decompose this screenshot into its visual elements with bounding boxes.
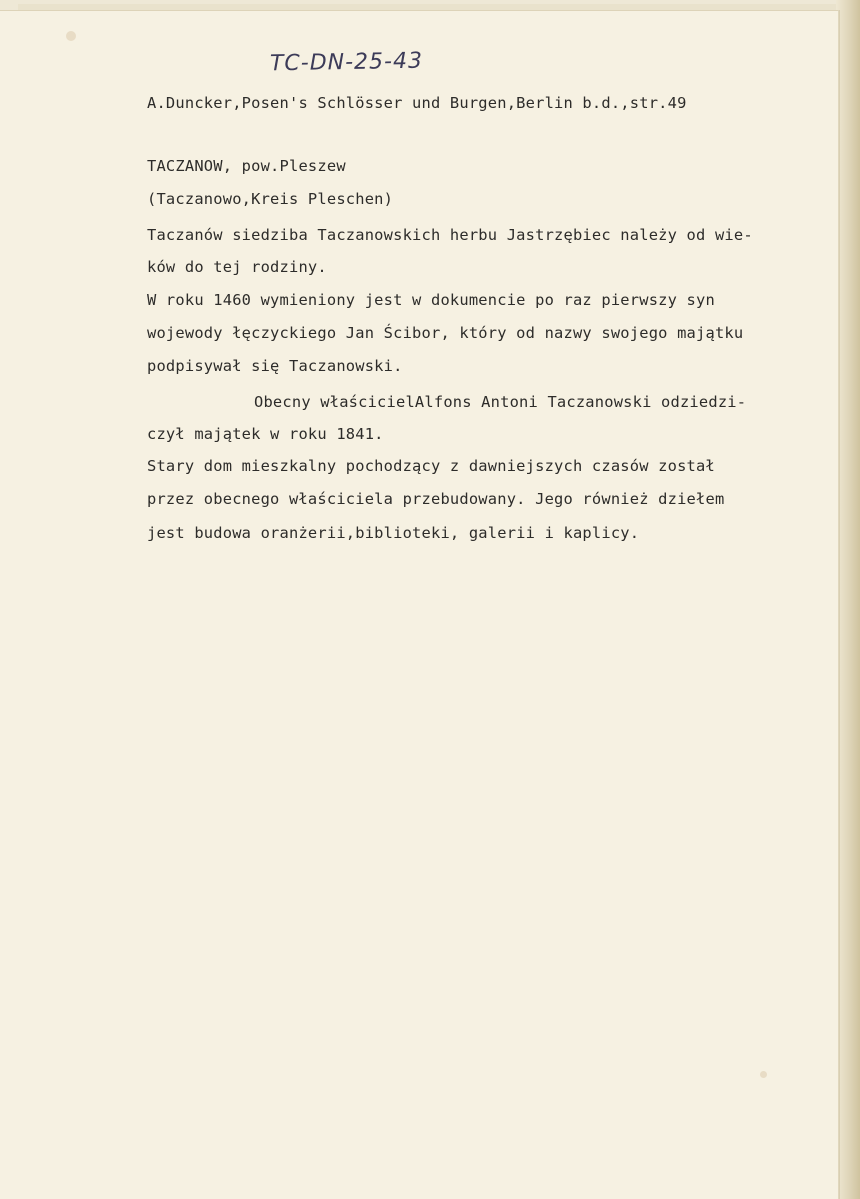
document-page (0, 10, 839, 1199)
text-line: wojewody łęczyckiego Jan Ścibor, który od nazwy swojego majątku (147, 324, 744, 342)
text-line: Stary dom mieszkalny pochodzący z dawniejszych czasów został (147, 457, 715, 475)
text-line: W roku 1460 wymieniony jest w dokumencie po raz pierwszy syn (147, 291, 715, 309)
text-line: podpisywał się Taczanowski. (147, 357, 403, 375)
text-line: Taczanów siedziba Taczanowskich herbu Jastrzębiec należy od wie- (147, 226, 753, 244)
paper-stain (66, 31, 76, 41)
document-subheading: (Taczanowo,Kreis Pleschen) (147, 190, 394, 208)
archive-code: TC-DN-25-43 (269, 48, 424, 77)
text-line: jest budowa oranżerii,biblioteki, galerii i kaplicy. (147, 524, 640, 542)
text-line: ków do tej rodziny. (147, 258, 327, 276)
text-line: Obecny właścicielAlfons Antoni Taczanowski odziedzi- (254, 393, 747, 411)
text-line: czył majątek w roku 1841. (147, 425, 384, 443)
paper-stain (760, 1071, 767, 1078)
text-line: przez obecnego właściciela przebudowany. Jego również dziełem (147, 490, 725, 508)
citation-line: A.Duncker,Posen's Schlösser und Burgen,Berlin b.d.,str.49 (147, 94, 687, 112)
paper-edge (836, 0, 860, 1199)
document-heading: TACZANOW, pow.Pleszew (147, 157, 346, 175)
